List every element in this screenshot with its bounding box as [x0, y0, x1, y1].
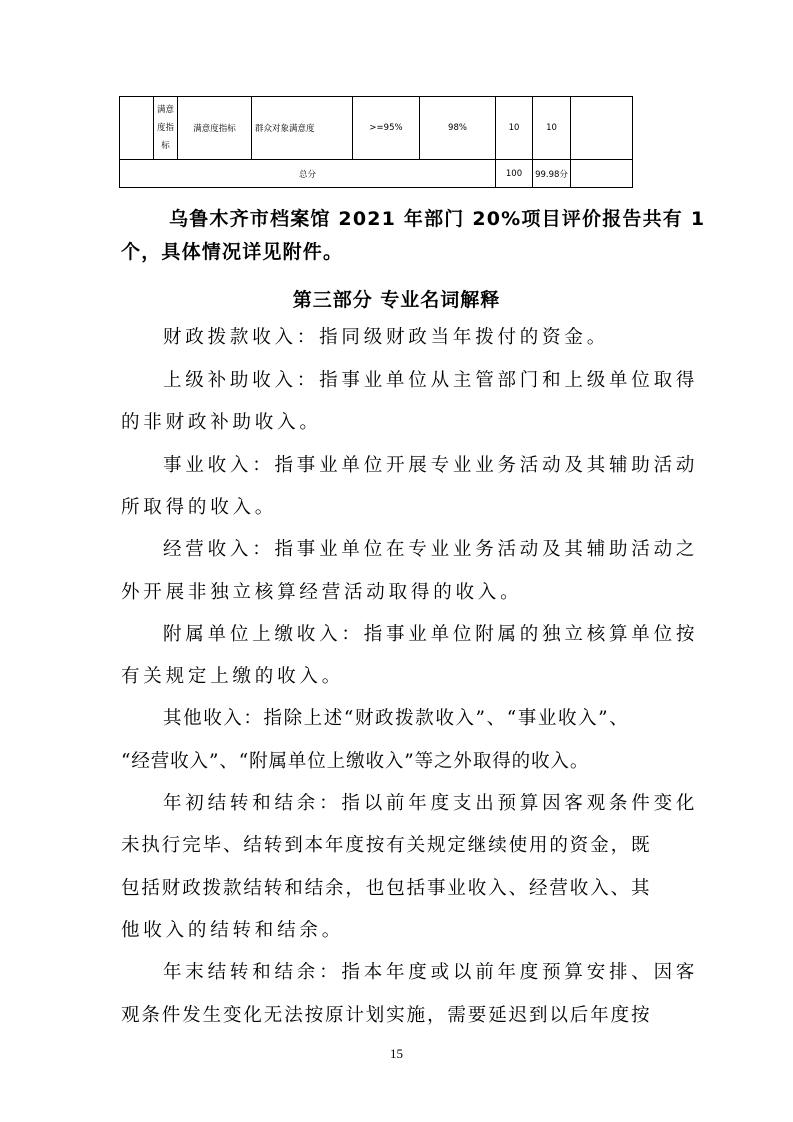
body-line: 包括财政拨款结转和结余，也包括事业收入、经营收入、其 — [121, 878, 652, 899]
body-line: 经营收入：指事业单位在专业业务活动及其辅助活动之 — [163, 539, 699, 560]
table-cell-blank — [120, 97, 154, 160]
score-cell: 10 — [533, 97, 571, 160]
body-line: 其他收入：指除上述“财政拨款收入”、“事业收入”、 — [163, 708, 630, 729]
total-score-cell: 99.98分 — [533, 160, 571, 188]
subcategory-cell: 满意度指标 — [178, 97, 252, 160]
body-line: 他收入的结转和结余。 — [121, 920, 345, 941]
page-number: 15 — [390, 1046, 403, 1061]
body-line: 事业收入：指事业单位开展专业业务活动及其辅助活动 — [163, 455, 699, 476]
body-line: 上级补助收入：指事业单位从主管部门和上级单位取得 — [163, 370, 699, 391]
summary-line-2: 个，具体情况详见附件。 — [121, 241, 344, 263]
body-line: 所取得的收入。 — [121, 497, 278, 518]
section-title: 第三部分 专业名词解释 — [292, 289, 501, 311]
total-note-cell — [571, 160, 633, 188]
actual-cell: 98% — [420, 97, 496, 160]
body-line: 年初结转和结余：指以前年度支出预算因客观条件变化 — [163, 793, 699, 814]
body-line: 财政拨款收入：指同级财政当年拨付的资金。 — [163, 327, 610, 348]
indicator-cell: 群众对象满意度 — [252, 97, 353, 160]
weight-cell: 10 — [496, 97, 533, 160]
body-line: 附属单位上缴收入：指事业单位附属的独立核算单位按 — [163, 624, 699, 645]
body-line: 未执行完毕、结转到本年度按有关规定继续使用的资金，既 — [121, 835, 652, 856]
table-row — [120, 97, 633, 160]
summary-line-1: 乌鲁木齐市档案馆 2021 年部门 20%项目评价报告共有 1 — [169, 208, 706, 230]
performance-table — [119, 96, 633, 188]
total-label-cell: 总分 — [120, 160, 496, 188]
total-weight-cell: 100 — [496, 160, 533, 188]
table-total-row — [120, 160, 633, 188]
body-line: “经营收入”、“附属单位上缴收入”等之外取得的收入。 — [121, 751, 590, 772]
category-cell: 满意 度指 标 — [154, 97, 178, 160]
note-cell — [571, 97, 633, 160]
body-line: 的非财政补助收入。 — [121, 412, 322, 433]
body-line: 观条件发生变化无法按原计划实施，需要延迟到以后年度按 — [121, 1005, 652, 1026]
target-cell: >=95% — [353, 97, 420, 160]
body-line: 有关规定上缴的收入。 — [121, 666, 345, 687]
body-line: 年末结转和结余：指本年度或以前年度预算安排、因客 — [163, 962, 699, 983]
body-line: 外开展非独立核算经营活动取得的收入。 — [121, 582, 523, 603]
